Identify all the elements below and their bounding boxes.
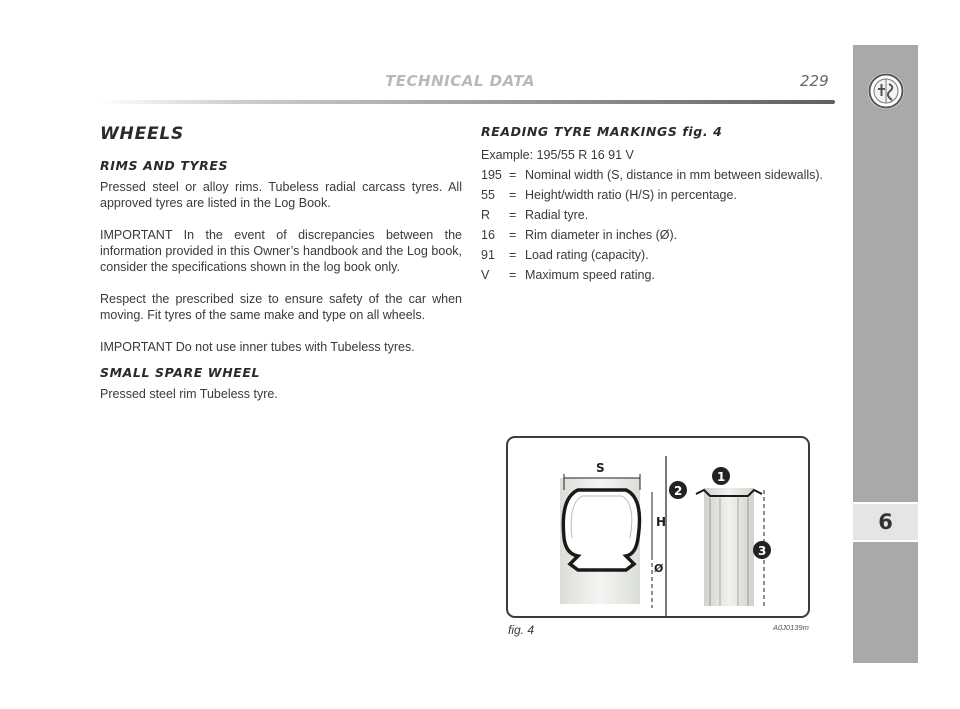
dimension-label-h: H [656,515,667,529]
header-divider [100,100,835,104]
subheading-reading-tyre-markings: READING TYRE MARKINGS fig. 4 [481,124,723,139]
paragraph: Pressed steel rim Tubeless tyre. [100,387,278,401]
marking-code: 91 [481,248,495,262]
marking-list [481,165,841,285]
alfa-romeo-logo-icon [867,72,905,110]
marking-description: Rim diameter in inches (Ø). [525,228,678,242]
marking-equals: = [509,268,517,282]
marking-row [481,265,841,285]
marking-description: Radial tyre. [525,208,589,222]
tyre-diagram-frame [506,436,810,618]
paragraph: Respect the prescribed size to ensure safety of the car when moving. Fit tyres of the same make and type on all wheels. [100,292,462,322]
marking-code: V [481,268,490,282]
tyre-marking-example: Example: 195/55 R 16 91 V [481,148,634,162]
marking-equals: = [509,248,517,262]
tyre-cross-section-diagram [508,438,808,616]
subheading-rims-and-tyres: RIMS AND TYRES [100,158,229,173]
marking-row [481,165,841,185]
marking-equals: = [509,188,517,202]
paragraph: IMPORTANT In the event of discrepancies between the information provided in this Owner’s handbook and the Log book, consider the specifications shown in the log book only. [100,228,462,274]
marking-code: 16 [481,228,495,242]
marking-description: Maximum speed rating. [525,268,655,282]
figure-caption: fig. 4 [508,623,535,637]
marking-description: Height/width ratio (H/S) in percentage. [525,188,737,202]
subheading-small-spare-wheel: SMALL SPARE WHEEL [100,365,261,380]
chapter-sidebar [853,45,918,663]
marking-code: R [481,208,491,222]
tyre-markings-section [481,124,841,285]
marking-equals: = [509,208,517,222]
chapter-tab[interactable]: 6 [853,502,918,542]
wheels-section [100,124,462,418]
paragraph: IMPORTANT Do not use inner tubes with Tubeless tyres. [100,340,415,354]
section-heading: WHEELS [100,124,185,144]
marking-row [481,225,841,245]
marking-code: 195 [481,168,502,182]
marking-equals: = [509,168,517,182]
dimension-label-s: S [596,461,605,475]
paragraph: Pressed steel or alloy rims. Tubeless radial carcass tyres. All approved tyres are listed in the Log Book. [100,180,462,210]
callout-2-label: 2 [674,484,683,498]
figure-code: A0J0139m [773,623,809,632]
marking-description: Load rating (capacity). [525,248,649,262]
marking-code: 55 [481,188,495,202]
callout-1-label: 1 [717,470,726,484]
tyre-front-view [704,488,754,606]
callout-3-label: 3 [758,544,767,558]
marking-equals: = [509,228,517,242]
marking-row [481,205,841,225]
marking-row [481,185,841,205]
marking-description: Nominal width (S, distance in mm between sidewalls). [525,168,824,182]
page-number: 229 [800,72,829,90]
page-header-title: TECHNICAL DATA [385,72,535,90]
marking-row [481,245,841,265]
dimension-label-diameter: Ø [654,562,664,575]
